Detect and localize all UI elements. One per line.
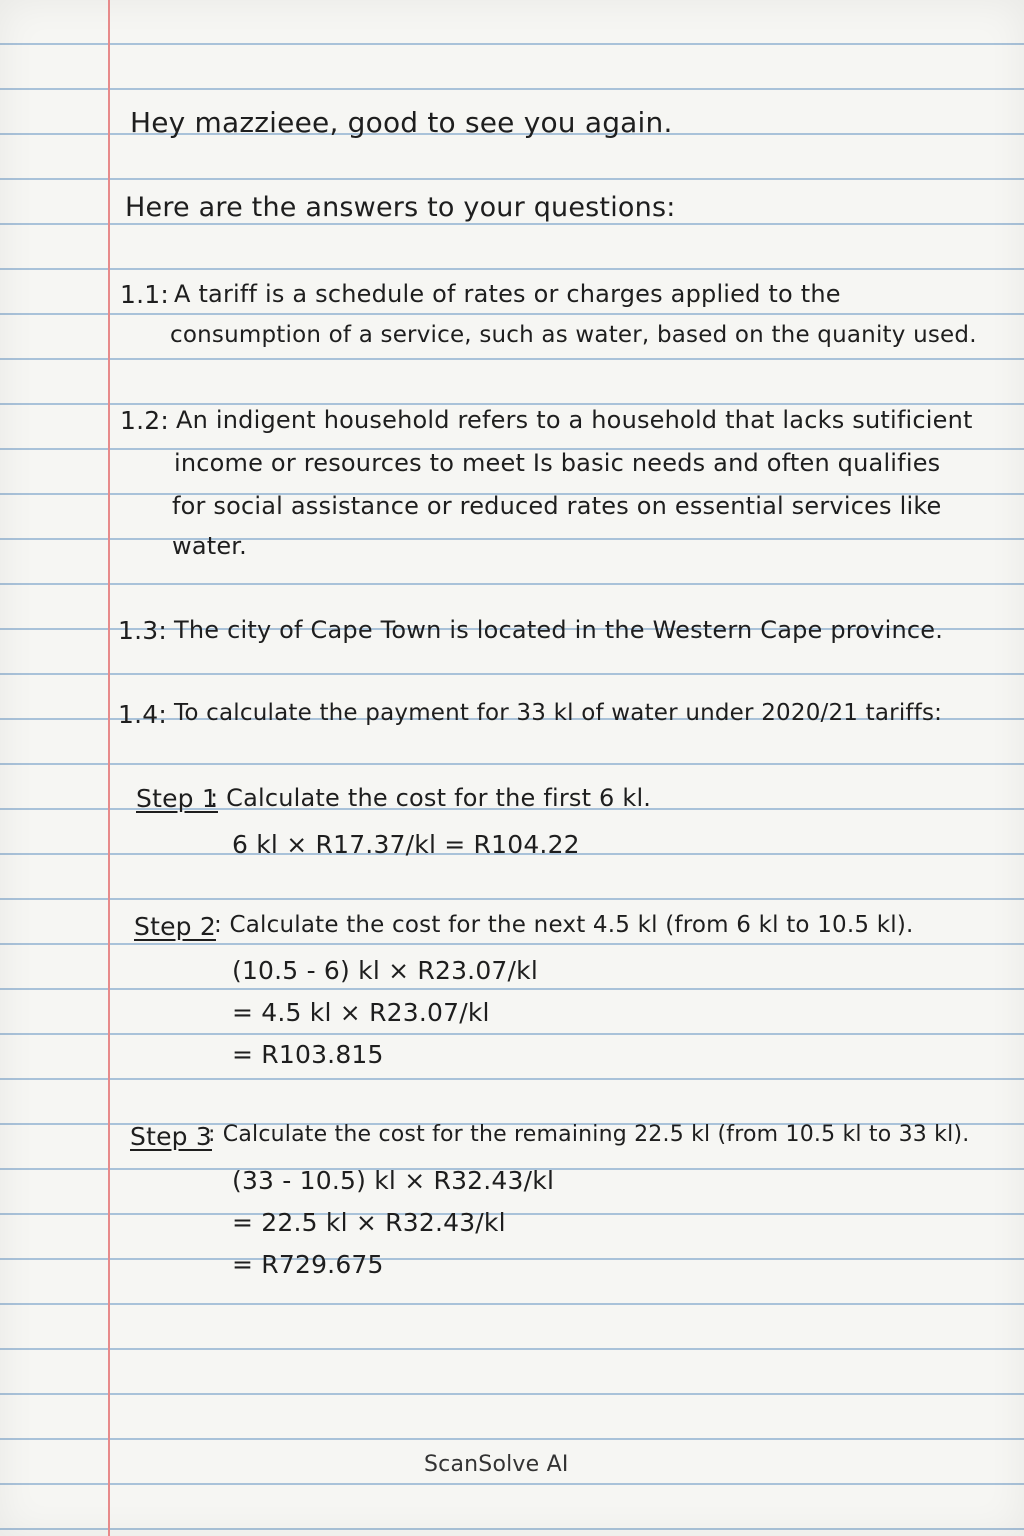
answer-1-2-label: 1.2: bbox=[120, 406, 169, 435]
step-3-calculation-3: = R729.675 bbox=[232, 1250, 384, 1279]
answer-1-1-label: 1.1: bbox=[120, 280, 169, 309]
footer-brand: ScanSolve AI bbox=[424, 1452, 569, 1477]
step-2-calculation-2: = 4.5 kl × R23.07/kl bbox=[232, 998, 490, 1027]
step-2-description: : Calculate the cost for the next 4.5 kl (from 6 kl to 10.5 kl). bbox=[214, 912, 914, 938]
answer-1-4-label: 1.4: bbox=[118, 700, 167, 729]
step-1-calculation: 6 kl × R17.37/kl = R104.22 bbox=[232, 830, 580, 859]
step-1-description: : Calculate the cost for the first 6 kl. bbox=[210, 784, 652, 812]
step-3-calculation-1: (33 - 10.5) kl × R32.43/kl bbox=[232, 1166, 555, 1195]
step-3-label: Step 3 bbox=[130, 1122, 212, 1151]
step-3-description: : Calculate the cost for the remaining 22.5 kl (from 10.5 kl to 33 kl). bbox=[208, 1122, 970, 1147]
answer-1-2-line1: An indigent household refers to a household that lacks sutificient bbox=[176, 406, 973, 434]
step-1-label: Step 1 bbox=[136, 784, 218, 813]
margin-line bbox=[108, 0, 110, 1536]
answer-1-2-line2: income or resources to meet Is basic needs and often qualifies bbox=[174, 449, 941, 477]
answer-1-1-line1: A tariff is a schedule of rates or charges applied to the bbox=[174, 280, 841, 308]
answer-1-1-line2: consumption of a service, such as water, based on the quanity used. bbox=[170, 322, 977, 348]
intro: Here are the answers to your questions: bbox=[125, 192, 676, 223]
step-2-calculation-3: = R103.815 bbox=[232, 1040, 384, 1069]
answer-1-2-line3: for social assistance or reduced rates on essential services like bbox=[172, 492, 942, 520]
answer-1-4-line1: To calculate the payment for 33 kl of water under 2020/21 tariffs: bbox=[174, 700, 943, 726]
answer-1-2-line4: water. bbox=[172, 532, 248, 560]
step-2-label: Step 2 bbox=[134, 912, 216, 941]
step-2-calculation-1: (10.5 - 6) kl × R23.07/kl bbox=[232, 956, 538, 985]
step-3-calculation-2: = 22.5 kl × R32.43/kl bbox=[232, 1208, 506, 1237]
greeting: Hey mazzieee, good to see you again. bbox=[130, 106, 673, 139]
answer-1-3-label: 1.3: bbox=[118, 616, 167, 645]
answer-1-3-line1: The city of Cape Town is located in the Western Cape province. bbox=[174, 616, 944, 644]
